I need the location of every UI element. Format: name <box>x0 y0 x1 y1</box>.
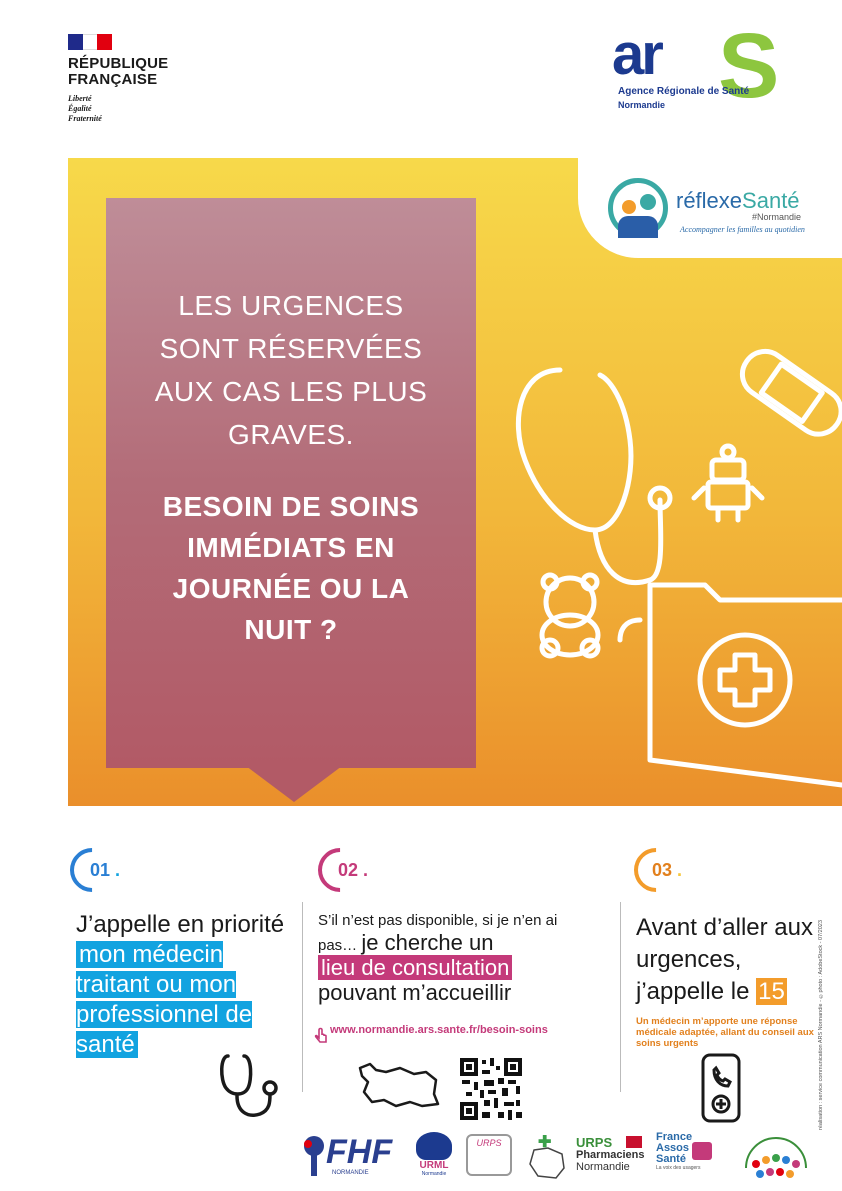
step-2-number: 02 . <box>338 860 369 880</box>
urps-logo: URPS <box>466 1134 518 1180</box>
step-3-number: 03 . <box>652 860 683 880</box>
fhf-logo: FHF NORMANDIE <box>300 1134 404 1180</box>
step-divider <box>302 902 303 1092</box>
ars-region: Normandie <box>618 100 666 110</box>
urml-logo: URML Normandie <box>414 1132 454 1182</box>
step-2-text: S’il n’est pas disponible, si je n’en ai pas… je cherche un lieu de consultation pouvant m’accueillir <box>318 912 558 1005</box>
teddy-bear-icon <box>542 575 598 656</box>
care-question: BESOIN DE SOINS IMMÉDIATS EN JOURNÉE OU LA NUIT ? <box>162 491 420 645</box>
qr-code-icon[interactable] <box>458 1056 524 1122</box>
speech-bubble-icon <box>692 1142 712 1160</box>
medical-illustration <box>500 330 842 790</box>
stethoscope-icon <box>218 1050 284 1122</box>
phone-icon <box>700 1052 742 1124</box>
step-3-text: Avant d’aller aux urgences, j’appelle le 15 <box>636 914 813 1005</box>
stethoscope-icon <box>518 370 670 583</box>
family-icon <box>618 216 658 238</box>
credit-line: réalisation : service communication ARS Normandie - ©photo : AdobeStock - 07/2023 <box>818 920 824 1130</box>
besoin-soins-link[interactable]: www.normandie.ars.sante.fr/besoin-soins <box>330 1024 548 1036</box>
step-3-detail: Un médecin m’apporte une réponse médicale adaptée, allant du conseil aux soins urgents <box>636 1016 814 1049</box>
person-icon <box>640 194 656 210</box>
french-flag-icon <box>68 34 112 50</box>
medical-folder-icon <box>620 585 842 785</box>
normandie-map-icon <box>356 1060 442 1110</box>
emergency-notice: LES URGENCES SONT RÉSERVÉES AUX CAS LES PLUS GRAVES. <box>154 290 428 450</box>
reflexe-sante-name: réflexeSanté <box>676 188 800 213</box>
conference-regionale-logo <box>740 1128 812 1184</box>
robot-toy-icon <box>694 446 762 520</box>
step-2-highlight: lieu de consultation <box>318 955 512 980</box>
normandy-flag-icon <box>626 1136 642 1148</box>
urps-pharmaciens-logo: URPS Pharmaciens Normandie <box>576 1135 645 1173</box>
republique-francaise-title: RÉPUBLIQUE FRANÇAISE <box>68 55 169 88</box>
reflexe-sante-hashtag: #Normandie <box>752 212 802 222</box>
step-1-text: J’appelle en priorité mon médecin traitant ou mon professionnel de santé <box>76 911 285 1058</box>
france-map-icon: ✚ <box>526 1132 570 1180</box>
reflexe-sante-tagline: Accompagner les familles au quotidien <box>680 225 805 234</box>
france-assos-sante-logo: France Assos Santé La voix des usagers <box>656 1132 716 1182</box>
step-1-number: 01 . <box>90 860 121 880</box>
step-1-highlight: mon médecin traitant ou mon professionnel de santé <box>76 941 253 1058</box>
ars-subtitle: Agence Régionale de Santé <box>618 86 750 97</box>
click-hand-icon <box>314 1026 328 1044</box>
person-icon <box>622 200 636 214</box>
step-divider <box>620 902 621 1092</box>
ars-logo-text: ar <box>612 22 661 87</box>
bandage-icon <box>734 343 842 443</box>
step-3-highlight: 15 <box>758 978 785 1005</box>
republique-motto: Liberté Égalité Fraternité <box>68 94 102 123</box>
message-box-pointer <box>246 766 342 802</box>
tree-icon <box>300 1134 328 1178</box>
ars-logo-s: S <box>718 15 780 117</box>
